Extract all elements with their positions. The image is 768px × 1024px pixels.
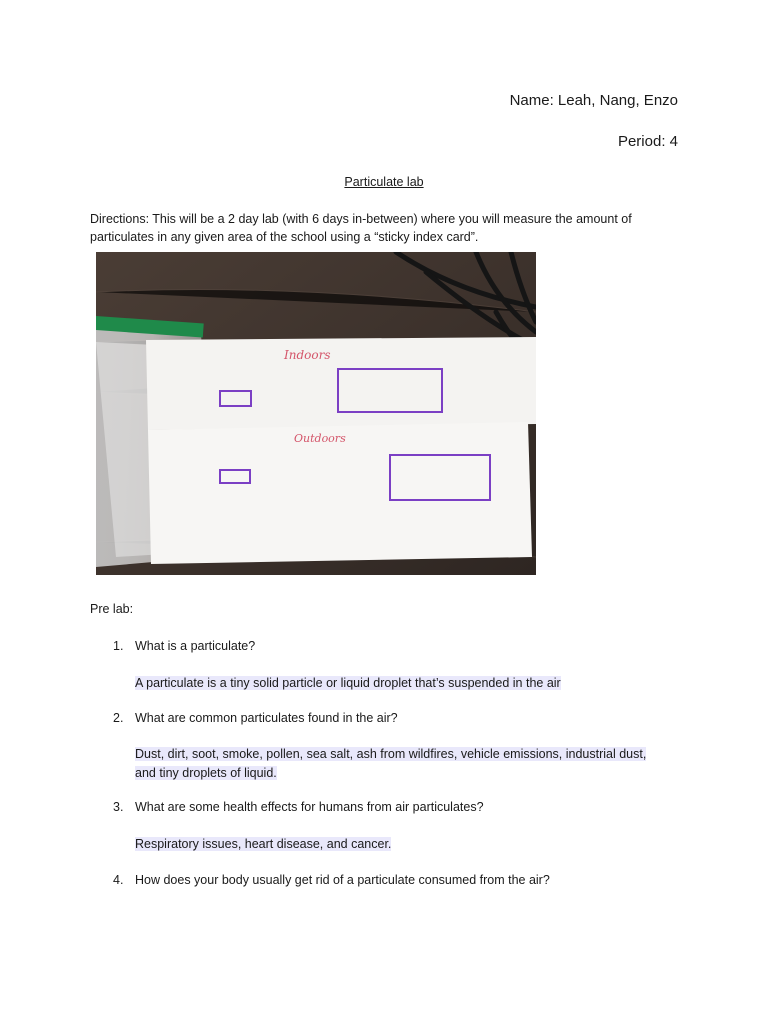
answer-line: A particulate is a tiny solid particle or liquid droplet that’s suspended in the air: [135, 676, 561, 690]
question-number: 1.: [113, 639, 124, 653]
card-label-outdoors: Outdoors: [294, 432, 346, 445]
answer-3: [135, 835, 685, 854]
question-number: 2.: [113, 711, 124, 725]
question-1: [113, 639, 683, 653]
card-label-indoors: Indoors: [284, 348, 331, 362]
question-4: [113, 873, 683, 887]
directions-text: Directions: This will be a 2 day lab (with 6 days in-between) where you will measure the amount of particulates in any given area of the school using a “sticky index card”.: [90, 212, 632, 244]
answer-1: [135, 674, 685, 693]
question-number: 3.: [113, 800, 124, 814]
question-text: How does your body usually get rid of a particulate consumed from the air?: [135, 873, 550, 887]
lab-photo: [96, 252, 536, 575]
answer-line: and tiny droplets of liquid.: [135, 766, 277, 780]
answer-line: Dust, dirt, soot, smoke, pollen, sea salt, ash from wildfires, vehicle emissions, industrial dust,: [135, 747, 647, 761]
question-text: What are common particulates found in the air?: [135, 711, 398, 725]
answer-2: [135, 745, 685, 783]
student-names: Name: Leah, Nang, Enzo: [509, 92, 678, 109]
answer-line: Respiratory issues, heart disease, and cancer.: [135, 837, 392, 851]
question-number: 4.: [113, 873, 124, 887]
page-title: Particulate lab: [344, 175, 424, 189]
prelab-heading: Pre lab:: [90, 602, 134, 616]
class-period: Period: 4: [617, 133, 678, 150]
lab-photo-image: [96, 252, 536, 575]
question-3: [113, 800, 683, 814]
question-text: What are some health effects for humans from air particulates?: [135, 800, 484, 814]
question-2: [113, 711, 683, 725]
question-text: What is a particulate?: [135, 639, 256, 653]
